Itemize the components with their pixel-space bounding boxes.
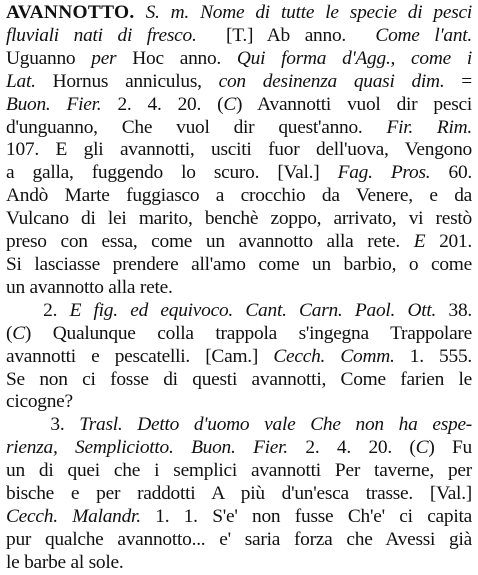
entry-line [6,414,472,437]
entry-line [6,231,472,254]
entry-text: = [444,70,472,92]
entry-line [6,460,472,483]
entry-text: S. m. Nome di tutte le specie di pesci [145,2,472,23]
entry-line [6,117,472,140]
entry-text: un di quei che i semplici avannotti Per taverne, per [6,460,472,482]
entry-line [6,529,472,552]
entry-line [6,48,472,71]
entry-text: [T.] Ab anno. [196,24,376,46]
entry-text: ) Qualunque colla trappola s'ingegna Trappolare [24,322,472,344]
entry-text: Si lasciasse prendere all'amo come un barbio, o come [6,253,472,275]
entry-text: pur qualche avannotto... e' saria forza che Avessi già [6,528,472,550]
entry-line [6,139,472,162]
entry-text: Andò Marte fuggiasco a crocchio da Venere, e da [6,185,472,207]
entry-line [6,552,472,575]
entry-line [6,300,472,323]
entry-text: un avannotto alla rete. [6,276,173,298]
entry-text: C [223,93,237,115]
entry-text: d'unguanno, Che vuol dir quest'anno. [6,116,387,138]
entry-text: ( [6,322,13,344]
entry-line [6,94,472,117]
entry-text: Hoc anno. [116,47,237,69]
entry-line [6,323,472,346]
entry-text: C [415,437,429,459]
entry-line [6,2,472,25]
entry-text: 107. E gli avannotti, usciti fuor dell'uova, Vengono [6,139,472,161]
entry-text [135,2,146,23]
entry-text: Hornus anniculus, [35,70,219,92]
entry-text: avannotti e pescatelli. [Cam.] [6,345,274,367]
entry-text: Come l'ant. [375,24,473,46]
entry-text: C [12,322,25,344]
entry-text: 1. 1. S'e' non fusse Ch'e' ci capita [140,505,472,527]
entry-text: 2. 4. 20. ( [101,93,224,115]
entry-text: per [91,47,117,69]
entry-text: Cecch. Malandr. [6,505,141,527]
entry-text: Fir. Rim. [386,116,472,138]
entry-text: Qui forma d'Agg., come i [236,47,472,69]
entry-line [6,506,472,529]
entry-text: rienza, Sempliciotto. Buon. Fier. [6,437,288,459]
entry-line [6,254,472,277]
entry-text: E [413,231,426,253]
entry-text: Lat. [6,70,36,92]
entry-text: 1. 555. [394,345,472,367]
entry-text: Buon. Fier. [6,93,102,115]
entry-text: Fag. Pros. [337,162,431,184]
entry-text: bische e per raddotti A più d'un'esca trasse. [Val.] [6,483,472,505]
entry-text: cicogne? [6,391,73,413]
entry-text: ) Avannotti vuol dir pesci [236,93,472,115]
entry-text: a galla, fuggendo lo scuro. [Val.] [6,162,338,184]
entry-text: 3. [6,414,80,436]
headword: AVANNOTTO. [6,2,135,23]
entry-text: fluviali nati di fresco. [6,24,197,46]
entry-text: 2. 4. 20. ( [287,437,416,459]
entry-text: E fig. ed equivoco. Cant. Carn. Paol. Ott. [69,299,437,321]
entry-text: Vulcano di lei marito, benchè zoppo, arrivato, vi restò [6,208,472,230]
entry-text: Uguanno [6,47,92,69]
entry-line [6,346,472,369]
entry-line [6,185,472,208]
entry-line [6,162,472,185]
entry-text: Se non ci fosse di questi avannotti, Come farien le [6,368,472,390]
entry-text: 38. [436,299,473,321]
entry-text: 2. [6,299,70,321]
entry-text: con desinenza quasi dim. [218,70,445,92]
entry-line [6,25,472,48]
entry-line [6,277,472,300]
entry-line [6,208,472,231]
entry-line [6,437,472,460]
entry-line [6,391,472,414]
entry-line [6,483,472,506]
entry-text: ) Fu [428,437,472,459]
entry-line [6,71,472,94]
entry-text: 60. [430,162,472,184]
entry-text: Cecch. Comm. [273,345,395,367]
entry-line [6,369,472,392]
entry-text: le barbe al sole. [6,551,124,573]
entry-text: preso con essa, come un avannotto alla rete. [6,231,414,253]
entry-text: 201. [425,231,473,253]
entry-text: Trasl. Detto d'uomo vale Che non ha espe- [79,414,473,436]
